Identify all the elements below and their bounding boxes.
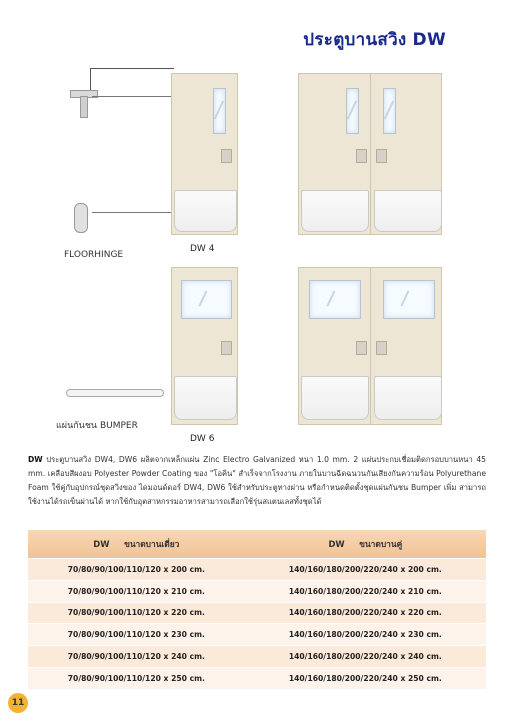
double-size: 140/160/180/200/220/240 x 230 cm. bbox=[245, 624, 486, 646]
vision-panel bbox=[213, 88, 226, 134]
kick-plate bbox=[174, 190, 237, 232]
vision-panel bbox=[383, 280, 435, 319]
description-lead: DW bbox=[28, 455, 43, 464]
header-single: DW ขนาดบานเดี่ยว bbox=[28, 530, 245, 559]
single-size: 70/80/90/100/110/120 x 230 cm. bbox=[28, 624, 245, 646]
hinge-illustration bbox=[70, 203, 92, 233]
single-size: 70/80/90/100/110/120 x 220 cm. bbox=[28, 602, 245, 624]
header-double: DW ขนาดบานคู่ bbox=[245, 530, 486, 559]
door-dw6 bbox=[171, 267, 238, 425]
dw4-label: DW 4 bbox=[190, 244, 215, 254]
kick-plate bbox=[301, 376, 369, 420]
table-row bbox=[28, 559, 486, 581]
push-plate bbox=[376, 149, 387, 163]
double-size: 140/160/180/200/220/240 x 250 cm. bbox=[245, 667, 486, 689]
double-size: 140/160/180/200/220/240 x 220 cm. bbox=[245, 602, 486, 624]
single-size: 70/80/90/100/110/120 x 210 cm. bbox=[28, 580, 245, 602]
description-text: ประตูบานสวิง DW4, DW6 ผลิตจากเหล็กแผ่น Zinc Electro Galvanized หนา 1.0 mm. 2 แผ่นประกบเชื่อมติดกรอบบานหนา 45 mm. เคลือบสีผงอบ Polyester Powder Coating ของ "โอคิน" สำเร็จจากโรงงาน ภายในบานฉีดฉนวนกันเสียงกันความร้อน Polyurethane Foam ใช้คู่กับอุปกรณ์ชุดสวิงของ ไดมอนด์ดอร์ DW4, DW6 ใช้สำหรับประตูทางผ่าน หรือกำหนดติดตั้งชุดแผ่นกันชน Bumper เพิ่ม สามารถใช้งานได้รถเข็นผ่านได้ หากใช้กับอุตสาหกรรมอาหารสามารถเลือกใช้รุ่นสแตนเลสทั้งชุดได้ bbox=[28, 455, 486, 506]
push-plate bbox=[356, 341, 367, 355]
pointer-line bbox=[92, 96, 172, 97]
kick-plate bbox=[174, 376, 237, 420]
size-table bbox=[28, 530, 486, 690]
kick-plate bbox=[374, 376, 442, 420]
single-size: 70/80/90/100/110/120 x 240 cm. bbox=[28, 646, 245, 668]
vision-panel bbox=[346, 88, 359, 134]
title-code: DW bbox=[412, 30, 446, 50]
vision-panel bbox=[383, 88, 396, 134]
floorhinge-illustration bbox=[68, 86, 100, 120]
bumper-illustration bbox=[66, 386, 162, 400]
door-dw4 bbox=[171, 73, 238, 235]
kick-plate bbox=[301, 190, 369, 232]
table-header-row bbox=[28, 530, 486, 559]
push-plate bbox=[356, 149, 367, 163]
product-description bbox=[28, 453, 486, 509]
double-size: 140/160/180/200/220/240 x 240 cm. bbox=[245, 646, 486, 668]
pointer-line bbox=[90, 68, 91, 90]
table-row bbox=[28, 667, 486, 689]
vision-panel bbox=[181, 280, 232, 319]
vision-panel bbox=[309, 280, 361, 319]
kick-plate bbox=[374, 190, 442, 232]
table-row bbox=[28, 602, 486, 624]
page-title bbox=[303, 26, 446, 53]
push-plate bbox=[221, 341, 232, 355]
pointer-line bbox=[92, 212, 172, 213]
dw6-label: DW 6 bbox=[190, 434, 215, 444]
single-size: 70/80/90/100/110/120 x 200 cm. bbox=[28, 559, 245, 581]
door-dw4-double bbox=[298, 73, 442, 235]
title-text: ประตูบานสวิง bbox=[303, 30, 407, 50]
push-plate bbox=[221, 149, 232, 163]
floorhinge-label: FLOORHINGE bbox=[64, 250, 124, 260]
single-size: 70/80/90/100/110/120 x 250 cm. bbox=[28, 667, 245, 689]
bumper-label: แผ่นกันชน BUMPER bbox=[56, 421, 138, 431]
table-row bbox=[28, 624, 486, 646]
table-row bbox=[28, 646, 486, 668]
double-size: 140/160/180/200/220/240 x 210 cm. bbox=[245, 580, 486, 602]
pointer-line bbox=[90, 68, 174, 69]
table-row bbox=[28, 580, 486, 602]
door-dw6-double bbox=[298, 267, 442, 425]
double-size: 140/160/180/200/220/240 x 200 cm. bbox=[245, 559, 486, 581]
page-number: 11 bbox=[8, 693, 28, 713]
push-plate bbox=[376, 341, 387, 355]
